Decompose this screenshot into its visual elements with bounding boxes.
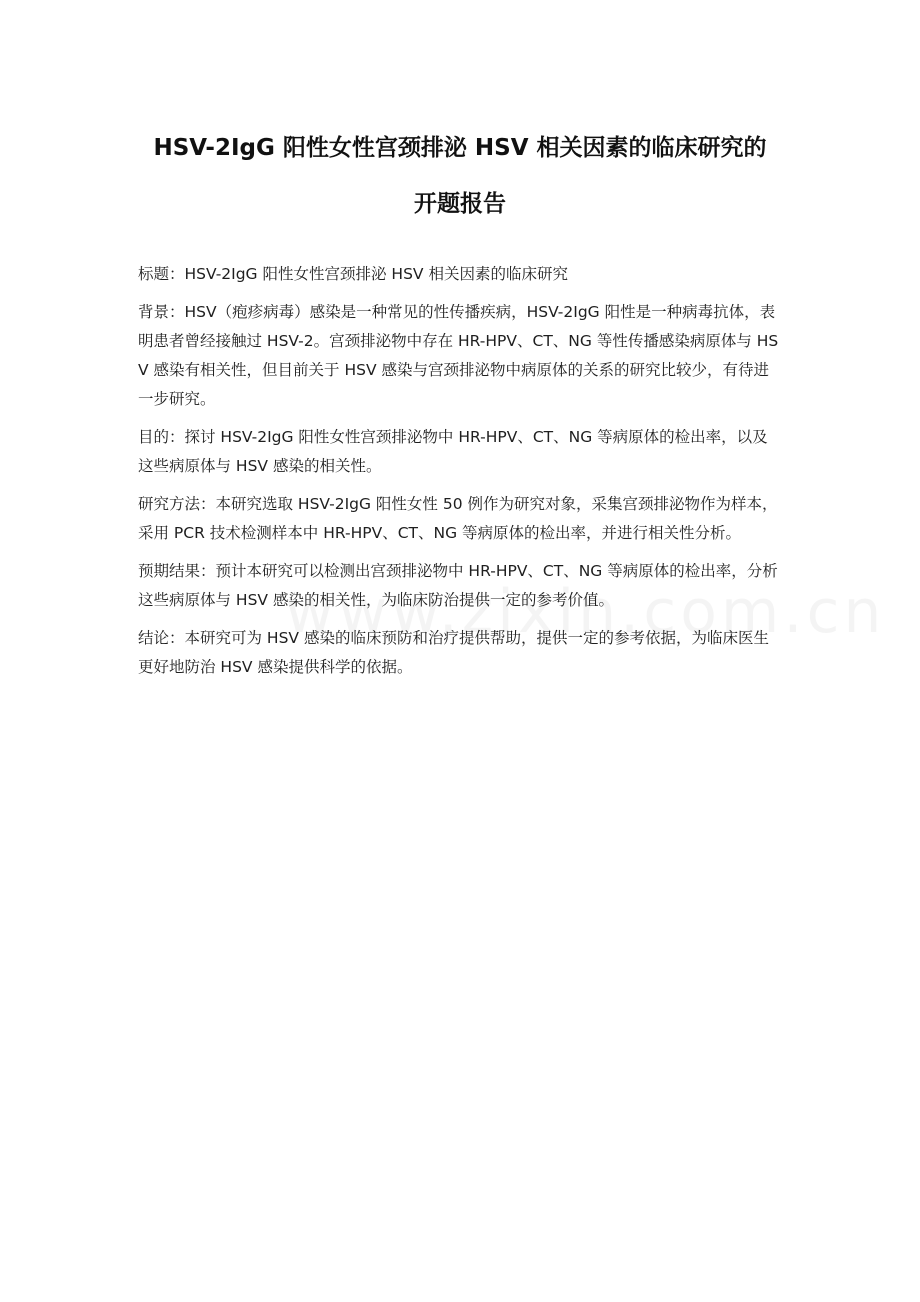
paragraph-objective: 目的：探讨 HSV-2IgG 阳性女性宫颈排泌物中 HR-HPV、CT、NG 等病原体的检出率，以及这些病原体与 HSV 感染的相关性。	[138, 428, 768, 475]
paragraph-expected-results: 预期结果：预计本研究可以检测出宫颈排泌物中 HR-HPV、CT、NG 等病原体的检出率，分析这些病原体与 HSV 感染的相关性，为临床防治提供一定的参考价值。	[138, 562, 778, 609]
paragraph-conclusion: 结论：本研究可为 HSV 感染的临床预防和治疗提供帮助，提供一定的参考依据，为临床医生更好地防治 HSV 感染提供科学的依据。	[138, 629, 769, 676]
title-line-1: HSV-2IgG 阳性女性宫颈排泌 HSV 相关因素的临床研究的	[153, 135, 767, 161]
document-title	[138, 129, 782, 223]
paragraph-title: 标题：HSV-2IgG 阳性女性宫颈排泌 HSV 相关因素的临床研究	[138, 265, 568, 283]
title-line-2: 开题报告	[414, 191, 506, 217]
paragraph-background: 背景：HSV（疱疹病毒）感染是一种常见的性传播疾病，HSV-2IgG 阳性是一种病毒抗体，表明患者曾经接触过 HSV-2。宫颈排泌物中存在 HR-HPV、CT、NG 等性传播感染病原体与 HSV 感染有相关性，但目前关于 HSV 感染与宫颈排泌物中病原体的关系的研究比较少，有待进一步研究。	[138, 303, 779, 408]
document-body	[138, 260, 782, 682]
paragraph-methods: 研究方法：本研究选取 HSV-2IgG 阳性女性 50 例作为研究对象，采集宫颈排泌物作为样本，采用 PCR 技术检测样本中 HR-HPV、CT、NG 等病原体的检出率，并进行相关性分析。	[138, 495, 778, 542]
